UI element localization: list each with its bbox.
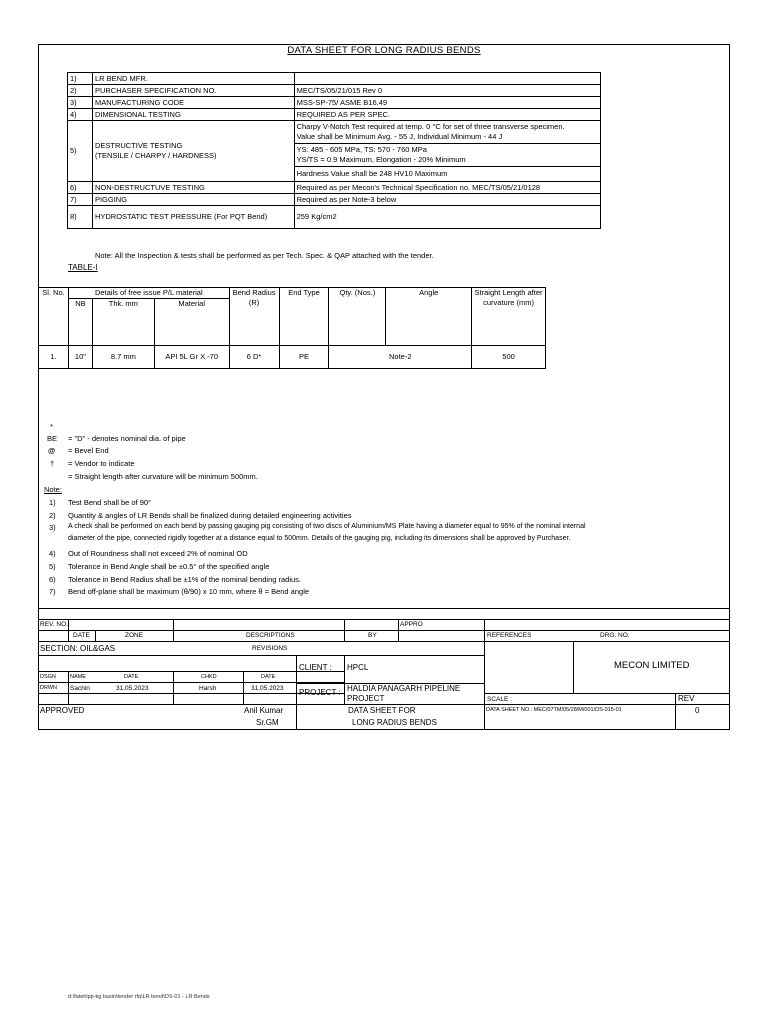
project-label: PROJECT : — [299, 688, 341, 697]
date-col-label-2: DATE — [261, 674, 276, 680]
charpy-line-1: Charpy V-Notch Test required at temp. 0 °C for set of three transverse specimen. — [296, 122, 565, 131]
note-number: 4) — [49, 549, 56, 558]
tensile-cell — [294, 144, 600, 167]
legend-sym: * — [50, 422, 53, 431]
note-text: Test Bend shall be of 90° — [68, 498, 152, 507]
tensile-line-1: YS: 485 - 605 MPa, TS: 570 - 760 MPa — [296, 145, 427, 154]
cell-end-type: PE — [279, 346, 329, 369]
revisions-label: REVISIONS — [252, 645, 288, 652]
spec-no: 4) — [68, 109, 93, 121]
chkd-label: CHKD — [201, 674, 217, 680]
col-nb-header: NB — [68, 299, 92, 346]
client-value: HPCL — [347, 663, 369, 672]
note-number: 2) — [49, 511, 56, 520]
checked-date: 31.05.2023 — [251, 685, 284, 692]
spec-item: MANUFACTURING CODE — [92, 97, 294, 109]
cell-qty-angle: Note-2 — [329, 346, 472, 369]
charpy-line-2: Value shall be Minimum Avg. - 55 J, Individual Minimum - 44 J — [296, 132, 503, 141]
note-text: A check shall be performed on each bend by passing gauging pig consisting of two discs of Aluminium/MS Plate having a diameter equal to 95% of the nominal internal — [68, 523, 586, 530]
spec-item: PURCHASER SPECIFICATION NO. — [92, 85, 294, 97]
legend-text: = Straight length after curvature will be minimum 500mm. — [68, 472, 258, 481]
tensile-line-2: YS/TS = 0.9 Maximum, Elongation - 20% Minimum — [296, 155, 466, 164]
references-label: REFERENCES — [487, 632, 532, 639]
spec-no: 7) — [68, 194, 93, 206]
spec-no: 6) — [68, 182, 93, 194]
cell-thk: 8.7 mm — [92, 346, 154, 369]
drg-no-label: DRG. NO. — [600, 632, 630, 639]
legend-text: = "D" - denotes nominal dia. of pipe — [68, 434, 186, 443]
spec-value: REQUIRED AS PER SPEC. — [294, 109, 600, 121]
spec-no: 3) — [68, 97, 93, 109]
spec-table — [67, 72, 601, 229]
note-number: 5) — [49, 562, 56, 571]
spec-value — [294, 73, 600, 85]
spec-row — [68, 109, 601, 121]
approver-title: Sr.GM — [256, 718, 279, 727]
file-path: d:\fatehlpp-kg basin\tender rfq\LR bend\DS-01 - LR Bends — [68, 994, 210, 1000]
note-number: 6) — [49, 575, 56, 584]
legend-text: = Bevel End — [68, 446, 109, 455]
col-bend-radius-header: Bend Radius (R) — [229, 288, 279, 346]
legend-sym: @ — [48, 446, 56, 455]
hardness-cell: Hardness Value shall be 248 HV10 Maximum — [294, 167, 600, 182]
spec-no: 5) — [68, 121, 93, 182]
drawn-date: 31.05.2023 — [116, 685, 149, 692]
notes-label: Note: — [44, 485, 62, 494]
col-thk-header: Thk. mm — [92, 299, 154, 346]
descriptions-label: DESCRIPTIONS — [246, 632, 295, 639]
col-angle-header: Angle — [386, 288, 472, 346]
spec-row — [68, 206, 601, 229]
spec-value: 259 Kg/cm2 — [294, 206, 600, 229]
spec-row — [68, 182, 601, 194]
note-text: Tolerance in Bend Angle shall be ±0.5° of the specified angle — [68, 562, 270, 571]
cell-radius: 6 D* — [229, 346, 279, 369]
checked-by-name: Harsh — [199, 685, 217, 692]
spec-no: 1) — [68, 73, 93, 85]
cell-straight: 500 — [472, 346, 546, 369]
approved-label: APPROVED — [40, 706, 85, 715]
datasheet-number: DATA SHEET NO.: MEC/07TM/05/28/M/001/DS-015-01 — [486, 707, 622, 713]
note-number: 3) — [49, 523, 56, 532]
cell-nb: 10" — [68, 346, 92, 369]
spec-item: HYDROSTATIC TEST PRESSURE (For PQT Bend) — [92, 206, 294, 229]
revision-value: 0 — [695, 706, 700, 715]
note-text: Quantity & angles of LR Bends shall be finalized during detailed engineering activities — [68, 511, 352, 520]
col-sl-header: Sl. No. — [39, 288, 69, 346]
by-label: BY — [368, 632, 377, 639]
section-label: SECTION: OIL&GAS — [40, 644, 116, 653]
spec-item: NON-DESTRUCTUVE TESTING — [92, 182, 294, 194]
col-qty-header: Qty. (Nos.) — [329, 288, 386, 346]
spec-item: PIGGING — [92, 194, 294, 206]
datasheet-title-1: DATA SHEET FOR — [348, 706, 416, 715]
client-label: CLIENT : — [299, 663, 332, 672]
legend-sym: † — [50, 459, 55, 468]
spec-no: 8) — [68, 206, 93, 229]
spec-item: DESTRUCTIVE TESTING — [94, 141, 183, 150]
col-end-type-header: End Type — [279, 288, 329, 346]
scale-label: SCALE : — [487, 696, 512, 703]
note-text: Out of Roundness shall not exceed 2% of nominal OD — [68, 549, 248, 558]
spec-row — [68, 194, 601, 206]
spec-value: MSS-SP-75/ ASME B16.49 — [294, 97, 600, 109]
col-straight-header: Straight Length after curvature (mm) — [472, 288, 546, 346]
zone-label: ZONE — [125, 632, 144, 639]
spec-row — [68, 73, 601, 85]
table-label: TABLE-I — [68, 263, 98, 272]
col-material-header: Material — [154, 299, 229, 346]
approver-name: Anil Kumar — [244, 706, 284, 715]
inspection-note: Note: All the Inspection & tests shall be performed as per Tech. Spec. & QAP attached with the tender. — [95, 251, 434, 260]
rev-label: REV — [678, 694, 695, 703]
spec-item: DIMENSIONAL TESTING — [92, 109, 294, 121]
datasheet-title-2: LONG RADIUS BENDS — [352, 718, 437, 727]
spec-item: LR BEND MFR. — [92, 73, 294, 85]
spec-item-destructive — [92, 121, 294, 182]
note-text: Bend off-plane shall be maximum (θ/90) x 10 mm, where θ = Bend angle — [68, 587, 310, 596]
col-details-header: Details of free issue P/L material — [68, 288, 229, 299]
note-text-cont: diameter of the pipe, connected rigidly together at a distance equal to 500mm. Details of the gauging pig, including its dimensions shall be approved by Purchaser. — [68, 535, 571, 542]
table-row — [39, 346, 546, 369]
drawn-by-name: Sachin — [70, 685, 90, 692]
note-number: 1) — [49, 498, 56, 507]
appro-label: APPRO — [400, 621, 423, 628]
cell-sl: 1. — [39, 346, 69, 369]
rev-no-label: REV. NO. — [40, 621, 68, 628]
date-col-label: DATE — [124, 674, 139, 680]
spec-value: Required as per Mecon's Technical Specification no. MEC/TS/05/21/0128 — [294, 182, 600, 194]
bend-table — [38, 287, 546, 369]
legend-text: = Vendor to indicate — [68, 459, 135, 468]
drwn-label: DRWN — [40, 685, 58, 691]
name-label: NAME — [70, 674, 86, 680]
spec-no: 2) — [68, 85, 93, 97]
cell-material: API 5L Gr X -70 — [154, 346, 229, 369]
note-number: 7) — [49, 587, 56, 596]
spec-row — [68, 121, 601, 144]
spec-row — [68, 97, 601, 109]
spec-item-sub: (TENSILE / CHARPY / HARDNESS) — [94, 151, 217, 160]
project-value-1: HALDIA PANAGARH PIPELINE — [347, 684, 461, 693]
dsgn-label: DSGN — [40, 674, 56, 680]
date-label: DATE — [73, 632, 90, 639]
spec-row — [68, 85, 601, 97]
note-text: Tolerance in Bend Radius shall be ±1% of the nominal bending radius. — [68, 575, 302, 584]
company-name: MECON LIMITED — [614, 660, 690, 671]
page-title: DATA SHEET FOR LONG RADIUS BENDS — [287, 45, 481, 56]
spec-value: MEC/TS/05/21/015 Rev 0 — [294, 85, 600, 97]
legend-sym: BE — [47, 434, 58, 443]
charpy-cell — [294, 121, 600, 144]
project-value-2: PROJECT — [347, 694, 385, 703]
spec-value: Required as per Note-3 below — [294, 194, 600, 206]
